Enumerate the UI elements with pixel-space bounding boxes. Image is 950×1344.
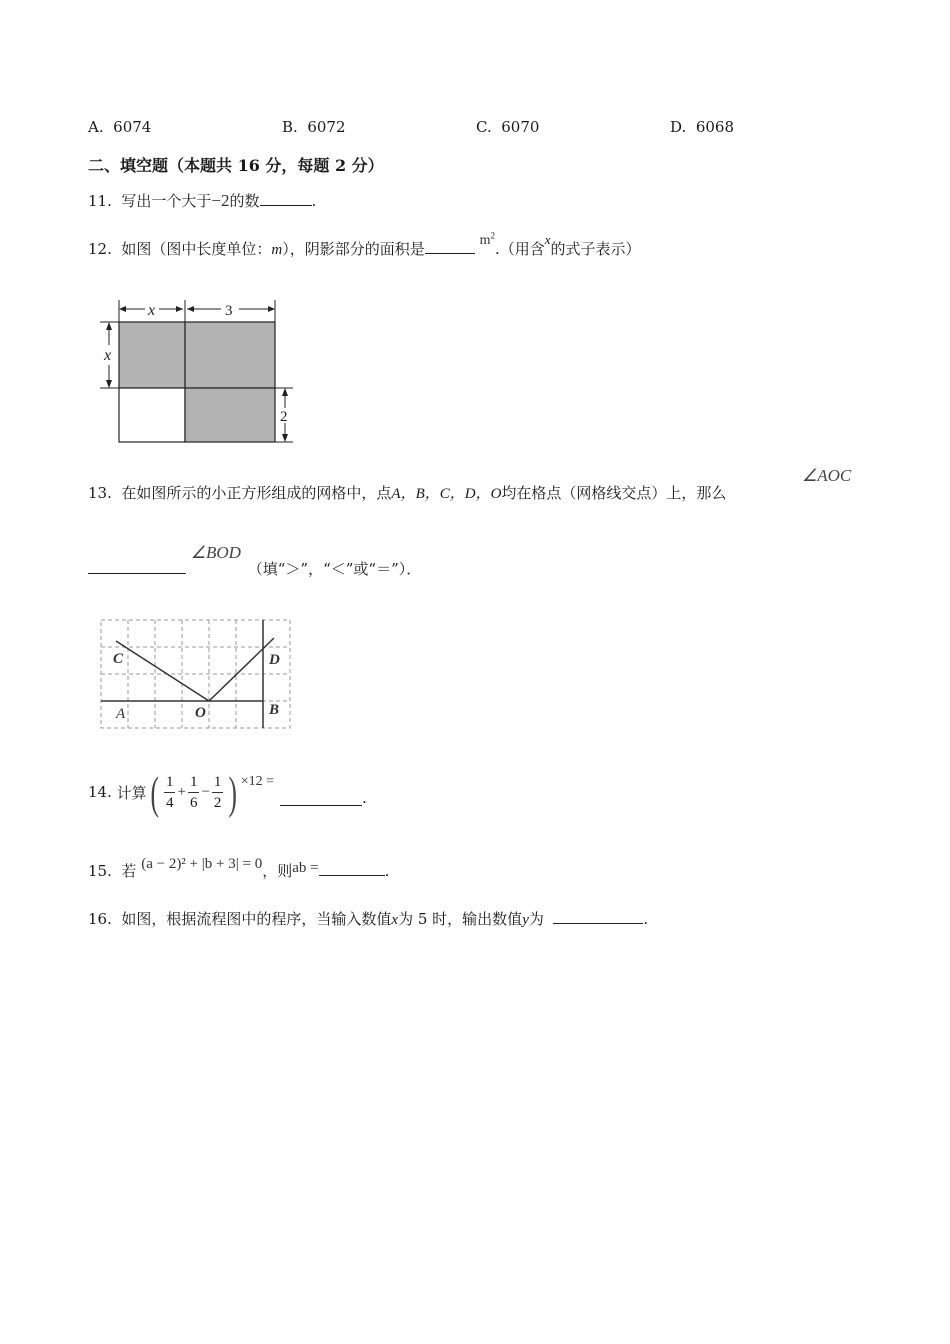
question-13: 13. 在如图所示的小正方形组成的网格中，点A，B，C，D，O均在格点（网格线交点）上，那么 — [88, 484, 727, 502]
answer-blank[interactable] — [319, 861, 385, 876]
question-14: 14. 计算 ( $\frac{1}{4}$ + $\frac{1}{6}$ − $\frac{1}{2}$ ) ×12 = . — [88, 766, 367, 818]
point-b: B — [269, 702, 280, 718]
answer-blank[interactable] — [260, 191, 312, 206]
label-3: 3 — [225, 303, 233, 319]
choice-c: C. 6070 — [476, 118, 540, 136]
question-15: 15. 若 (a − 2)² + |b + 3| = 0，则ab = . — [88, 856, 390, 880]
point-o: O — [195, 705, 206, 721]
point-d: D — [269, 652, 280, 668]
choice-a: A. 6074 — [88, 118, 152, 136]
answer-blank[interactable] — [280, 791, 362, 806]
answer-blank[interactable] — [88, 559, 186, 574]
question-16: 16. 如图，根据流程图中的程序，当输入数值x为 5 时，输出数值y为 . — [88, 910, 649, 928]
question-12: 12. 如图（图中长度单位：m），阴影部分的面积是 $m^2$.（用含x的式子表示） — [88, 230, 641, 258]
choice-d: D. 6068 — [670, 118, 734, 136]
answer-blank[interactable] — [425, 239, 475, 254]
section-heading: 二、填空题（本题共 16 分，每题 2 分） — [88, 156, 384, 175]
area-figure — [95, 295, 295, 450]
question-11: 11. 写出一个大于−2的数 . — [88, 191, 317, 210]
point-a: A — [116, 706, 126, 722]
point-c: C — [113, 651, 124, 667]
label-x-left: x — [104, 347, 112, 364]
label-2: 2 — [280, 409, 288, 425]
grid-figure — [98, 617, 294, 732]
choice-b: B. 6072 — [282, 118, 346, 136]
answer-blank[interactable] — [553, 909, 643, 924]
label-x-top: x — [148, 302, 156, 319]
angle-aoc: ∠AOC — [802, 466, 852, 485]
question-13-line2: ∠BOD （填“＞”，“＜”或“＝”）． — [88, 558, 421, 579]
